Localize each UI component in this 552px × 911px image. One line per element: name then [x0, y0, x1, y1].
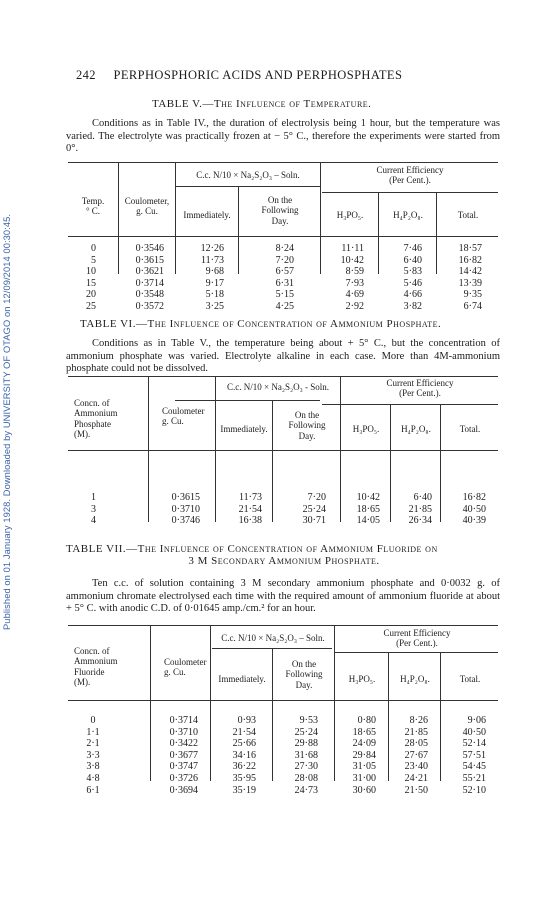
table-5-col-temp: 0 5 10 15 20 25 — [86, 243, 96, 312]
table-6-title: TABLE VI.—The Influence of Concentration of Ammonium Phosphate. — [80, 318, 442, 330]
table-5-title: TABLE V.—The Influence of Temperature. — [152, 98, 372, 110]
table-7-col-immediately: 0·93 21·54 25·66 34·16 36·22 35·95 35·19 — [232, 715, 256, 796]
running-header — [76, 68, 402, 83]
table-5-head-h3po5: H₃PO₅. — [336, 210, 364, 220]
table-5-col-h4p2o8: 7·46 6·40 5·83 5·46 4·66 3·82 — [403, 243, 422, 312]
table-5-head-immediately: Immediately. — [183, 210, 231, 220]
publication-notice — [2, 110, 16, 630]
table-5-head-coulometer: Coulometer, g. Cu. — [124, 196, 170, 217]
table-5-col-immediately: 12·26 11·73 9·68 9·17 5·18 3·25 — [200, 243, 224, 312]
table-7-col-total: 9·06 40·50 52·14 57·51 54·45 55·21 52·10 — [462, 715, 486, 796]
table-6-col-coulometer: 0·3615 0·3710 0·3746 — [171, 492, 200, 527]
table-5-col-total: 18·57 16·82 14·42 13·39 9·35 6·74 — [458, 243, 482, 312]
table-7-head-immediately: Immediately. — [218, 674, 266, 684]
table-5-head-temp: Temp. ° C. — [81, 196, 105, 217]
publication-notice-text: Published on 01 January 1928. Downloaded by UNIVERSITY OF OTAGO on 12/09/2014 00:30:45. — [2, 213, 12, 630]
table-7-head-h4p2o8: H₄P₂O₈. — [400, 674, 430, 684]
table-6-col-concentration: 1 3 4 — [91, 492, 96, 527]
table-6-col-h4p2o8: 6·40 21·85 26·34 — [408, 492, 432, 527]
table-5-col-coulometer: 0·3546 0·3615 0·3621 0·3714 0·3548 0·3572 — [135, 243, 164, 312]
table-5-head-h4p2o8: H₄P₂O₈. — [393, 210, 423, 220]
table-6-head-h4p2o8: H₄P₂O₈. — [401, 424, 431, 434]
table-6-head-coulometer: Coulometer g. Cu. — [162, 406, 205, 427]
page-number: 242 — [76, 68, 96, 82]
table-7-head-thiosulphate: C.c. N/10 × Na₂S₂O₃ – Soln. — [221, 633, 325, 643]
table-7-head-h3po5: H₃PO₅. — [348, 674, 376, 684]
table-5-head-following: On the Following Day. — [261, 195, 299, 226]
table-7-col-concentration: 0 1·1 2·1 3·3 3·8 4·8 6·1 — [86, 715, 100, 796]
table-7-col-following: 9·53 25·24 29·88 31·68 27·30 28·08 24·73 — [294, 715, 318, 796]
table-5-col-following: 8·24 7·20 6·57 6·31 5·15 4·25 — [275, 243, 294, 312]
table-7-col-coulometer: 0·3714 0·3710 0·3422 0·3677 0·3747 0·3726 0·3694 — [169, 715, 198, 796]
table-5-head-total: Total. — [457, 210, 479, 220]
running-title: PERPHOSPHORIC ACIDS AND PERPHOSPHATES — [113, 68, 403, 82]
table-7-head-following: On the Following Day. — [285, 659, 323, 690]
table-6-col-total: 16·82 40·50 40·39 — [462, 492, 486, 527]
table-6-col-h3po5: 10·42 18·65 14·05 — [356, 492, 380, 527]
table-6-col-following: 7·20 25·24 30·71 — [302, 492, 326, 527]
table-7-intro: Ten c.c. of solution containing 3 M secondary ammonium phosphate and 0·0032 g. of ammonium chromate electrolysed each time with the required amount of ammonium fluoride at about + 5° C. with anodic C.D. of 0·01645 amp./cm.² for an hour. — [66, 578, 500, 615]
table-6-head-concentration: Concn. of Ammonium Phosphate (M). — [74, 398, 118, 440]
table-7-head-efficiency: Current Efficiency (Per Cent.). — [383, 628, 451, 649]
table-6-head-immediately: Immediately. — [220, 424, 268, 434]
table-5-col-h3po5: 11·11 10·42 8·59 7·93 4·69 2·92 — [340, 243, 364, 312]
table-7-head-concentration: Concn. of Ammonium Fluoride (M). — [74, 646, 118, 688]
table-7-col-h4p2o8: 8·26 21·85 28·05 27·67 23·40 24·21 21·50 — [404, 715, 428, 796]
table-7-title: TABLE VII.—The Influence of Concentration of Ammonium Fluoride on 3 M Secondary Ammonium Phosphate. — [66, 543, 438, 567]
table-6-head-total: Total. — [459, 424, 481, 434]
table-6-head-following: On the Following Day. — [288, 410, 326, 441]
table-5-head-thiosulphate: C.c. N/10 × Na₂S₂O₃ – Soln. — [196, 170, 300, 180]
table-7-head-coulometer: Coulometer g. Cu. — [164, 657, 207, 678]
table-6-head-thiosulphate: C.c. N/10 × Na₂S₂O₃ - Soln. — [227, 382, 329, 392]
table-5-intro: Conditions as in Table IV., the duration of electrolysis being 1 hour, but the temperature was varied. The electrolyte was practically frozen at − 5° C., therefore the experiments were started from 0°. — [66, 118, 500, 155]
table-6-col-immediately: 11·73 21·54 16·38 — [238, 492, 262, 527]
table-6-head-efficiency: Current Efficiency (Per Cent.). — [386, 378, 454, 399]
table-6-intro: Conditions as in Table V., the temperature being about + 5° C., but the concentration of ammonium phosphate was varied. Electrolyte alkaline in each case. More than 4M-ammonium phosphate could not be dissolved. — [66, 338, 500, 375]
table-5-head-efficiency: Current Efficiency (Per Cent.). — [376, 165, 444, 186]
table-7-col-h3po5: 0·80 18·65 24·09 29·84 31·05 31·00 30·60 — [352, 715, 376, 796]
table-7-head-total: Total. — [459, 674, 481, 684]
table-6-head-h3po5: H₃PO₅. — [352, 424, 380, 434]
